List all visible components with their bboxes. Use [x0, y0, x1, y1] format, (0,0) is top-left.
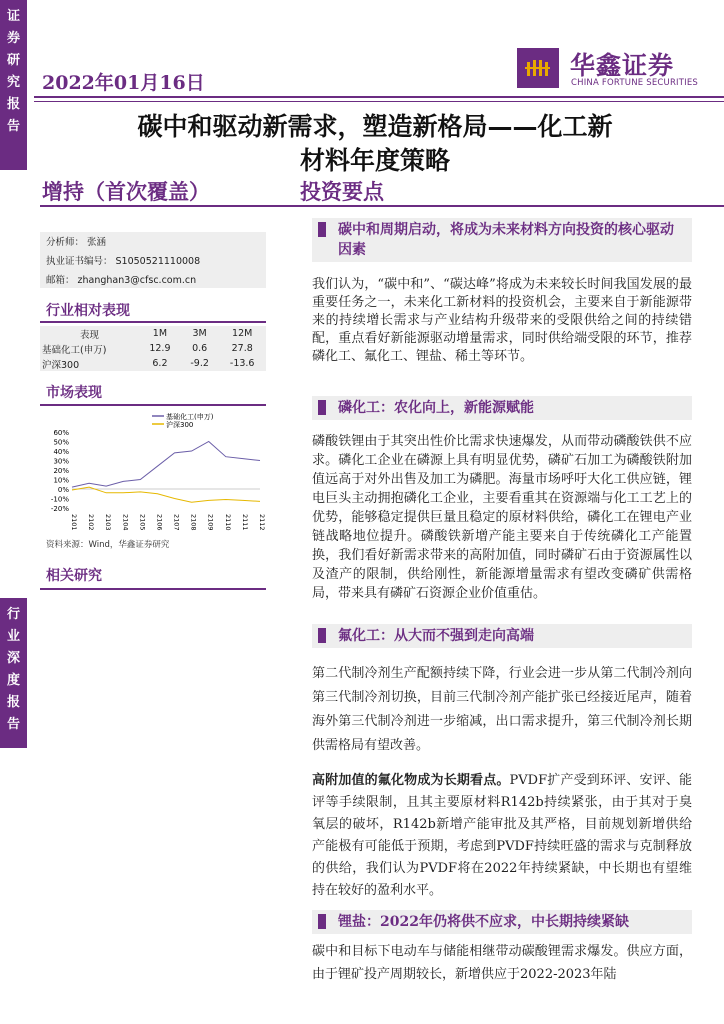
- table-cell: 沪深300: [42, 359, 80, 371]
- table-row: [40, 356, 266, 371]
- key-point-text: PVDF扩产受到环评、安评、能评等手续限制，且其主要原材料R142b持续紧张，由于其对于臭氧层的破坏，R142b新增产能审批及其严格，目前规划新增供给产能极有可能低于预期，考虑到PVDF持续旺盛的需求与克制释放的供给，我们认为PVDF将在2022年持续紧缺，中长期也有望维持在较好的盈利水平。: [312, 773, 692, 898]
- series-line: [72, 487, 260, 502]
- table-cell: 0.6: [192, 343, 208, 354]
- y-tick-label: 30%: [53, 457, 69, 466]
- table-cell: 6.2: [152, 358, 168, 369]
- x-tick-label: 2106: [155, 514, 164, 531]
- sidebar-label-top: 证 券 研 究 报 告: [0, 0, 27, 170]
- series-line: [72, 442, 260, 488]
- market-divider: [40, 404, 266, 406]
- section-body-4: 碳中和目标下电动车与储能相继带动碳酸锂需求爆发。供应方面，由于锂矿投产周期较长，新增供应于2022-2023年陆: [312, 944, 692, 982]
- table-cell: -13.6: [229, 358, 255, 369]
- x-tick-label: 2109: [206, 514, 215, 531]
- header-divider: [34, 96, 724, 98]
- table-cell: 基础化工(申万): [42, 344, 107, 356]
- table-header: 3M: [192, 328, 207, 339]
- analyst-email[interactable]: 邮箱： zhanghan3@cfsc.com.cn: [46, 275, 197, 286]
- heading-marker-icon: [318, 222, 326, 237]
- report-date: 2022年01月16日: [42, 72, 205, 94]
- left-sidebar: [0, 0, 28, 1024]
- y-tick-label: 0%: [57, 486, 69, 494]
- legend-label: 基础化工(申万): [166, 413, 214, 421]
- table-cell: 27.8: [231, 343, 253, 354]
- sidebar-label-bottom: 行 业 深 度 报 告: [0, 598, 27, 748]
- y-tick-label: -20%: [50, 505, 69, 513]
- table-header: 12M: [232, 328, 253, 339]
- table-header: 1M: [152, 328, 168, 339]
- brand-name: 华鑫证券: [570, 51, 675, 80]
- chart-source: 资料来源：Wind，华鑫证券研究: [46, 540, 170, 550]
- key-point-lead: 高附加值的氟化物成为长期看点。: [312, 773, 510, 788]
- table-cell: -9.2: [190, 358, 209, 369]
- key-points-title: 投资要点: [300, 179, 384, 204]
- section-body-3b: [312, 770, 692, 902]
- performance-divider: [40, 321, 266, 323]
- title-line-2: 材料年度策略: [299, 146, 450, 175]
- table-row: [40, 341, 266, 356]
- section-heading-2: 磷化工：农化向上，新能源赋能: [312, 396, 692, 420]
- brand-name-en: CHINA FORTUNE SECURITIES: [571, 78, 699, 88]
- table-cell: 12.9: [149, 343, 171, 354]
- table-header-row: [40, 326, 266, 341]
- y-tick-label: 60%: [53, 429, 69, 437]
- report-title: [40, 110, 710, 178]
- analyst-name: 分析师： 张涵: [46, 237, 107, 248]
- market-chart: [40, 410, 266, 536]
- analyst-cert: 执业证书编号： S1050521110008: [46, 256, 201, 267]
- header-divider-thin: [34, 101, 724, 102]
- x-tick-label: 2105: [138, 514, 147, 531]
- section-heading-3: 氟化工：从大而不强到走向高端: [312, 624, 692, 648]
- heading-marker-icon: [318, 914, 326, 929]
- x-tick-label: 2112: [258, 514, 266, 531]
- x-tick-label: 2102: [87, 514, 96, 531]
- analyst-info: [40, 232, 266, 288]
- x-tick-label: 2107: [172, 514, 181, 531]
- legend-label: 沪深300: [166, 421, 194, 429]
- section-heading-1: 碳中和周期启动，将成为未来材料方向投资的核心驱动因素: [312, 218, 692, 262]
- x-tick-label: 2111: [240, 514, 249, 531]
- title-line-1: 碳中和驱动新需求，塑造新格局——化工新: [137, 112, 613, 141]
- market-title: 市场表现: [46, 385, 102, 401]
- heading-marker-icon: [318, 628, 326, 643]
- x-tick-label: 2101: [70, 514, 78, 531]
- performance-title: 行业相对表现: [46, 303, 130, 319]
- performance-table: [40, 326, 266, 371]
- section-heading-4: 锂盐：2022年仍将供不应求，中长期持续紧缺: [312, 910, 692, 934]
- performance-table-wrap: [40, 326, 266, 371]
- table-header: 表现: [79, 329, 99, 341]
- y-tick-label: 40%: [53, 448, 69, 456]
- y-tick-label: -10%: [50, 495, 69, 504]
- x-tick-label: 2103: [104, 514, 113, 531]
- related-divider: [40, 588, 266, 590]
- x-tick-label: 2108: [189, 514, 198, 531]
- section-body-2: 磷酸铁锂由于其突出性价比需求快速爆发，从而带动磷酸铁供不应求。磷化工企业在磷源上具有明显优势，磷矿石加工为磷酸铁附加值远高于对外出售及加工为磷肥。海量市场呼吁大化工供应链，锂电巨头主动拥抱磷化工企业，主要看重其在资源端与化工工艺上的优势，能够稳定提供巨量且稳定的原材料供给，磷化工在锂电产业链战略地位提升。磷酸铁新增产能主要来自于传统磷化工产能置换，我们看好新需求带来的高附加值，同时磷矿石由于资源属性以及渣产的限制，供给刚性，新能源增量需求有望改变磷矿供需格局，带来具有磷矿石资源企业价值重估。: [312, 434, 692, 601]
- section-body-1: 我们认为，“碳中和”、“碳达峰”将成为未来较长时间我国发展的最重要任务之一，未来化工新材料的投资机会，主要来自于新能源带来的持续增长需求与产业结构升级带来的受限供给之间的持续错配，重点看好新能源驱动增量需求，同时供给端受限的环节，推荐磷化工、氟化工、锂盐、稀土等环节。: [312, 277, 692, 364]
- x-tick-label: 2104: [121, 514, 130, 531]
- rating-label: 增持（首次覆盖）: [42, 179, 210, 204]
- section-body-3: 第二代制冷剂生产配额持续下降，行业会进一步从第二代制冷剂向第三代制冷剂切换，目前三代制冷剂产能扩张已经接近尾声，随着海外第三代制冷剂进一步缩减，出口需求提升，第三代制冷剂长期供需格局有望改善。: [312, 666, 692, 753]
- brand-logo-icon: [517, 48, 559, 88]
- heading-marker-icon: [318, 400, 326, 415]
- x-tick-label: 2110: [223, 514, 232, 531]
- section-divider: [40, 205, 724, 207]
- y-tick-label: 50%: [53, 438, 69, 447]
- related-title: 相关研究: [46, 568, 102, 584]
- y-tick-label: 20%: [53, 467, 69, 475]
- y-tick-label: 10%: [53, 476, 69, 485]
